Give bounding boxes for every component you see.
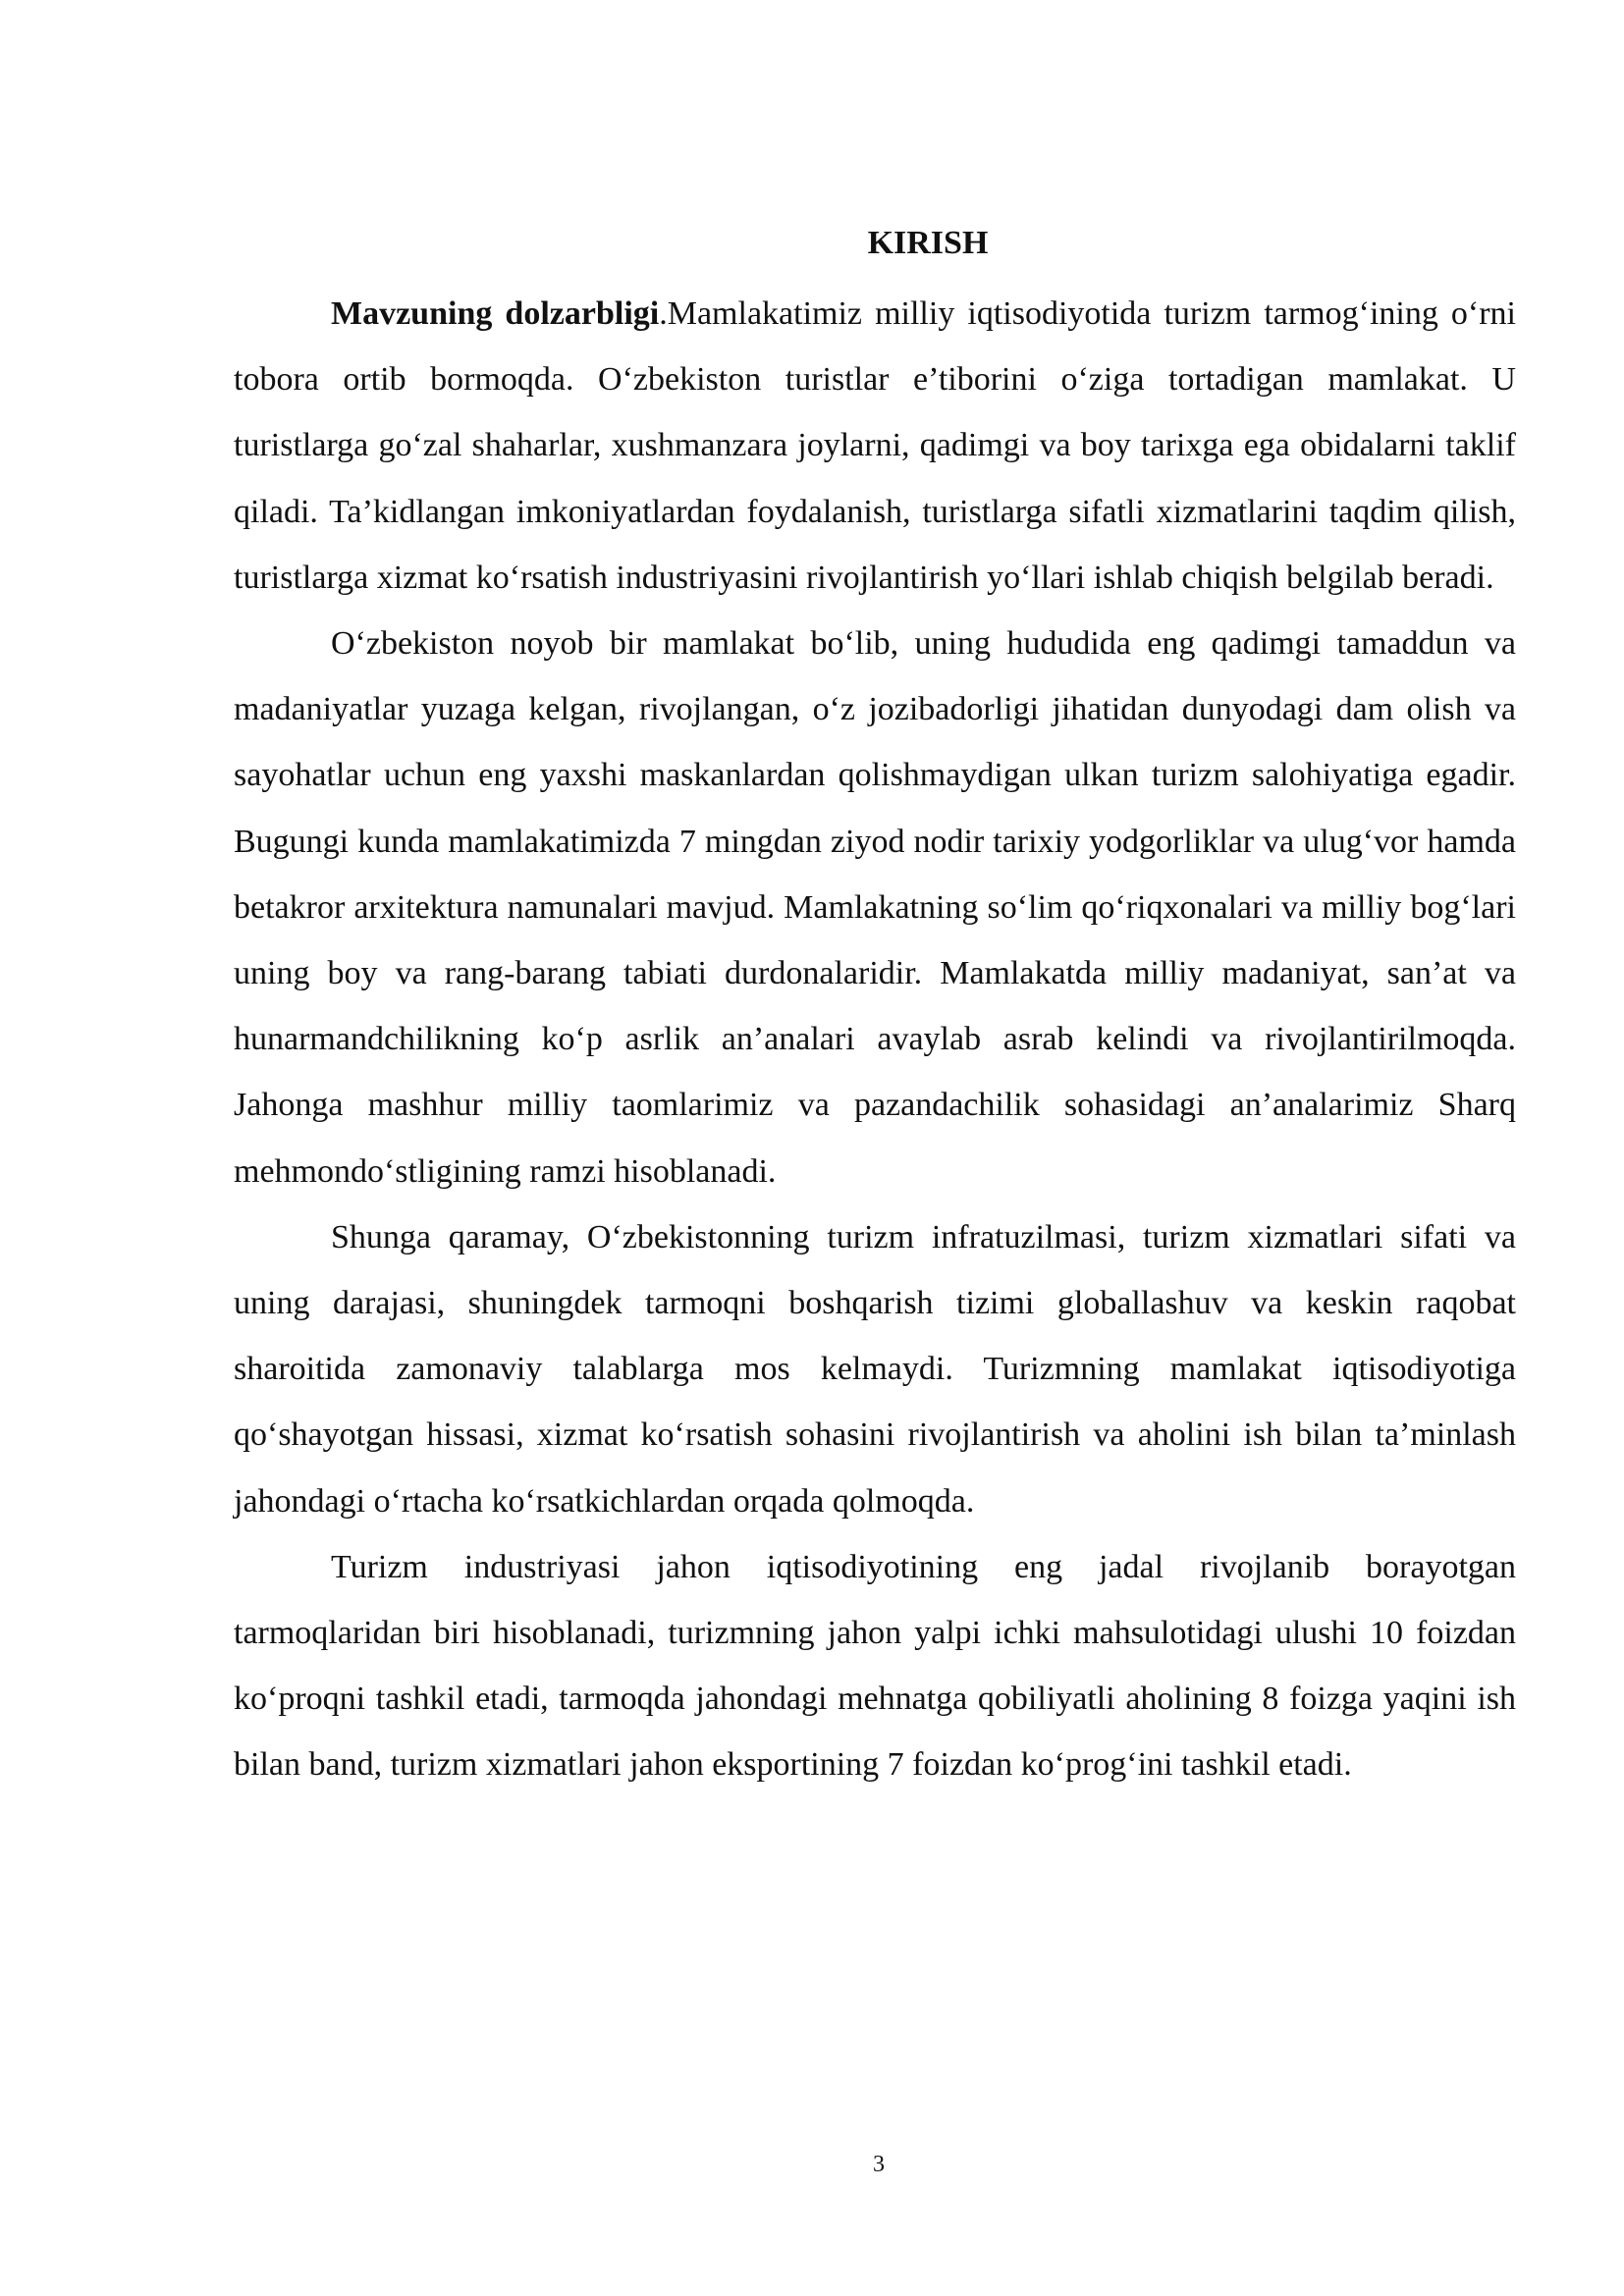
paragraph-lead: Mavzuning dolzarbligi (331, 295, 660, 332)
paragraph-tourism-industry: Turizm industriyasi jahon iqtisodiyotining eng jadal rivojlanib borayotgan tarmoqlaridan biri hisoblanadi, turizmning jahon yalpi ichki mahsulotidagi ulushi 10 foizdan ko‘proqni tashkil etadi, tarmoqda jahondagi mehnatga qobiliyatli aholining 8 foizga yaqini ish bilan band, turizm xizmatlari jahon eksportining 7 foizdan ko‘prog‘ini tashkil etadi. (234, 1548, 1516, 1784)
paragraph-uzbekistan-potential: O‘zbekiston noyob bir mamlakat bo‘lib, uning hududida eng qadimgi tamaddun va madaniyatlar yuzaga kelgan, rivojlangan, o‘z jozibadorligi jihatidan dunyodagi dam olish va sayohatlar uchun eng yaxshi maskanlardan qolishmaydigan ulkan turizm salohiyatiga egadir. Bugungi kunda mamlakatimizda 7 mingdan ziyod nodir tarixiy yodgorliklar va ulug‘vor hamda betakror arxitektura namunalari mavjud. Mamlakatning so‘lim qo‘riqxonalari va milliy bog‘lari uning boy va rang-barang tabiati durdonalaridir. Mamlakatda milliy madaniyat, san’at va hunarmandchilikning ko‘p asrlik an’analari avaylab asrab kelindi va rivojlantirilmoqda. Jahonga mashhur milliy taomlarimiz va pazandachilik sohasidagi an’analarimiz Sharq mehmondo‘stligining ramzi hisoblanadi. (234, 625, 1516, 1190)
section-heading: KIRISH (867, 225, 989, 261)
page-number: 3 (873, 2152, 885, 2177)
paragraph-infrastructure: Shunga qaramay, O‘zbekistonning turizm infratuzilmasi, turizm xizmatlari sifati va uning darajasi, shuningdek tarmoqni boshqarish tizimi globallashuv va keskin raqobat sharoitida zamonaviy talablarga mos kelmaydi. Turizmning mamlakat iqtisodiyotiga qo‘shayotgan hissasi, xizmat ko‘rsatish sohasini rivojlantirish va aholini ish bilan ta’minlash jahondagi o‘rtacha ko‘rsatkichlardan orqada qolmoqda. (234, 1218, 1516, 1520)
paragraph-text: .Mamlakatimiz milliy iqtisodiyotida turizm tarmog‘ining o‘rni tobora ortib bormoqda. O‘zbekiston turistlar e’tiborini o‘ziga tortadigan mamlakat. U turistlarga go‘zal shaharlar, xushmanzara joylarni, qadimgi va boy tarixga ega obidalarni taklif qiladi. Ta’kidlangan imkoniyatlardan foydalanish, turistlarga sifatli xizmatlarini taqdim qilish, turistlarga xizmat ko‘rsatish industriyasini rivojlantirish yo‘llari ishlab chiqish belgilab beradi. (234, 295, 1517, 596)
paragraph-relevance (234, 281, 1516, 611)
body-text (234, 281, 1516, 1798)
